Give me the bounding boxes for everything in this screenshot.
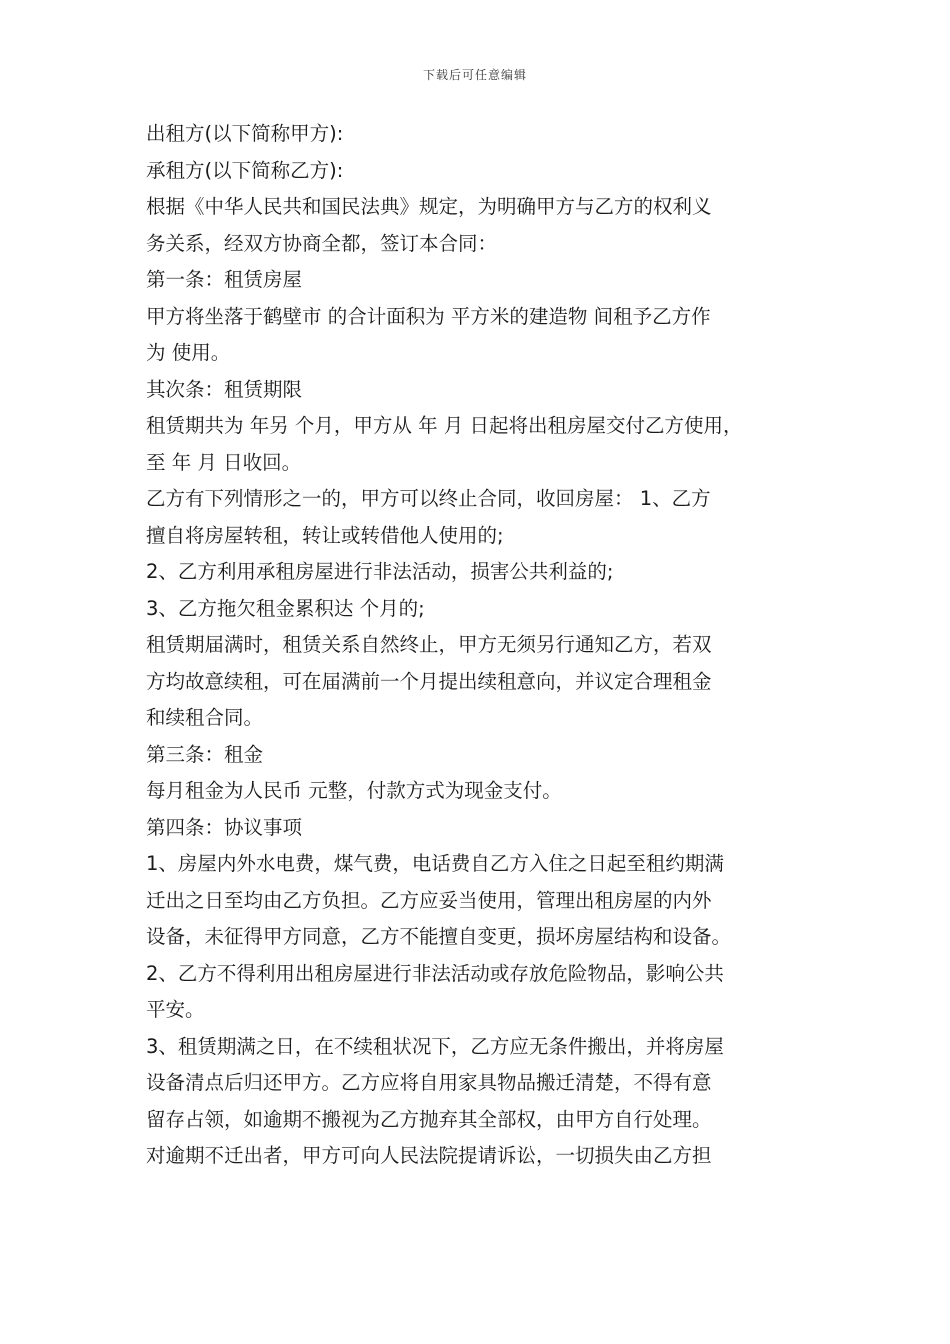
text-line: 设备，未征得甲方同意，乙方不能擅自变更，损坏房屋结构和设备。 [146,925,732,948]
text-line: 3、乙方拖欠租金累积达 个月的; [146,596,425,620]
text-line: 租赁期届满时，租赁关系自然终止，甲方无须另行通知乙方，若双 [146,633,712,656]
text-line: 租赁期共为 年另 个月，甲方从 年 月 日起将出租房屋交付乙方使用， [146,414,743,437]
text-line: 至 年 月 日收回。 [146,450,302,474]
section-heading: 其次条：租赁期限 [146,377,303,401]
text-line: 平安。 [146,998,205,1021]
text-line: 2、乙方不得利用出租房屋进行非法活动或存放危险物品，影响公共 [146,961,724,985]
text-line: 2、乙方利用承租房屋进行非法活动，损害公共利益的; [146,560,614,583]
text-line: 1、房屋内外水电费，煤气费，电话费自乙方入住之日起至租约期满 [146,852,724,875]
text-line: 对逾期不迁出者，甲方可向人民法院提请诉讼，一切损失由乙方担 [146,1144,712,1167]
text-line: 务关系，经双方协商全都，签订本合同： [146,231,498,255]
text-line: 甲方将坐落于鹤壁市 的合计面积为 平方米的建造物 间租予乙方作 [146,304,711,328]
header-note: 下载后可任意编辑 [422,68,527,82]
text-line: 设备清点后归还甲方。乙方应将自用家具物品搬迁清楚，不得有意 [146,1071,712,1094]
text-line: 迁出之日至均由乙方负担。乙方应妥当使用，管理出租房屋的内外 [146,888,712,912]
text-line: 3、租赁期满之日，在不续租状况下，乙方应无条件搬出，并将房屋 [146,1034,724,1058]
text-line: 每月租金为人民币 元整，付款方式为现金支付。 [146,779,562,802]
text-line: 留存占领，如逾期不搬视为乙方抛弃其全部权，由甲方自行处理。 [146,1107,712,1131]
section-heading: 第一条：租赁房屋 [146,268,303,291]
text-line: 和续租合同。 [146,706,264,729]
text-line: 出租方(以下简称甲方): [146,122,344,145]
text-line: 乙方有下列情形之一的，甲方可以终止合同，收回房屋： 1、乙方 [146,487,711,510]
document-body [146,116,811,1175]
text-line: 为 使用。 [146,341,231,364]
text-line: 根据《中华人民共和国民法典》规定，为明确甲方与乙方的权利义 [146,195,712,218]
text-line: 方均故意续租，可在届满前一个月提出续租意向，并议定合理租金 [146,669,712,693]
section-heading: 第四条：协议事项 [146,815,303,839]
text-line: 擅自将房屋转租，转让或转借他人使用的; [146,523,504,547]
text-line: 承租方(以下简称乙方): [146,158,344,182]
section-heading: 第三条：租金 [146,742,264,766]
